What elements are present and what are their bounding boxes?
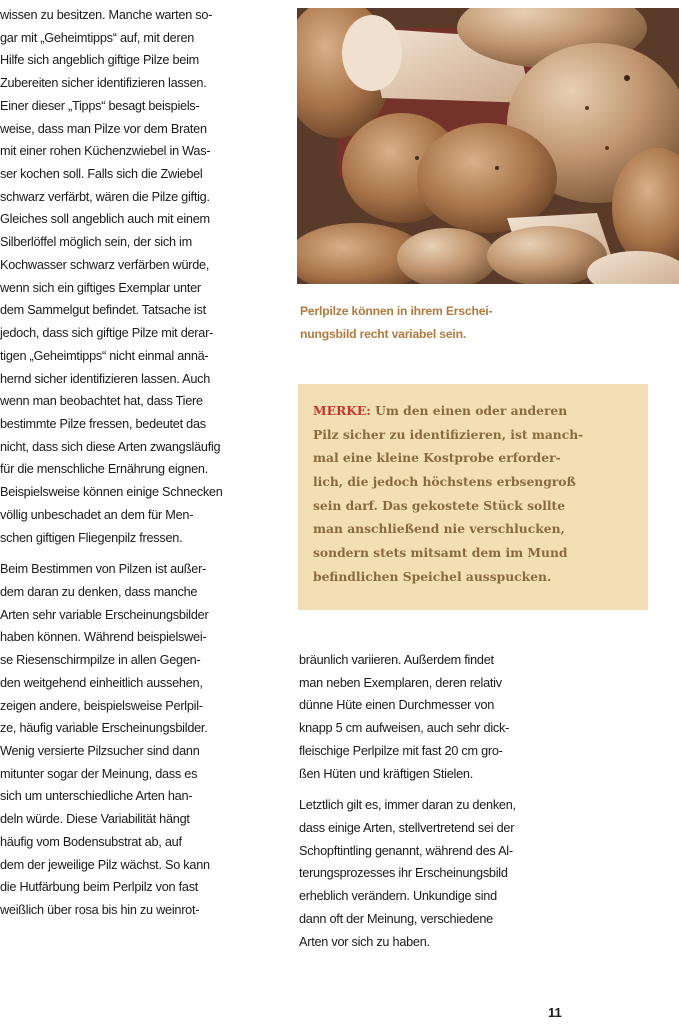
text-line: für die menschliche Ernährung eignen. (0, 462, 208, 477)
text-line: Zubereiten sicher identifizieren lassen. (0, 76, 207, 91)
merke-line (313, 399, 638, 423)
text-line: Einer dieser „Tipps“ besagt beispiels- (0, 98, 200, 113)
merke-line: sein darf. Das gekostete Stück sollte (313, 497, 566, 513)
text-line: bräunlich variieren. Außerdem findet (299, 653, 494, 667)
merke-line: sondern stets mitsamt dem im Mund (313, 545, 568, 561)
text-line: häufig vom Bodensubstrat ab, auf (0, 834, 182, 849)
photo-caption (300, 300, 640, 345)
merke-box (298, 384, 648, 610)
merke-line: man anschließend nie verschlucken, (313, 521, 565, 537)
mushrooms-illustration (297, 8, 679, 284)
text-line: ser kochen soll. Falls sich die Zwiebel (0, 167, 203, 182)
paragraph (299, 649, 644, 785)
text-line: Beim Bestimmen von Pilzen ist außer- (0, 562, 207, 577)
text-line: knapp 5 cm aufweisen, auch sehr dick- (299, 721, 510, 736)
text-line: tigen „Geheimtipps“ nicht einmal annä- (0, 348, 209, 363)
text-line: wenn sich ein giftiges Exemplar unter (0, 280, 201, 295)
merke-text (313, 399, 638, 589)
text-line: völlig unbeschadet an dem für Men- (0, 507, 194, 522)
text-line: fleischige Perlpilze mit fast 20 cm gro- (299, 743, 503, 758)
merke-line: befindlichen Speichel ausspucken. (313, 568, 552, 584)
left-column (0, 4, 272, 931)
text-line: Kochwasser schwarz verfärben würde, (0, 257, 210, 272)
text-line: se Riesenschirmpilze in allen Gegen- (0, 653, 201, 668)
text-line: dünne Hüte einen Durchmesser von (299, 698, 495, 713)
text-line: gar mit „Geheimtipps“ auf, mit deren (0, 30, 195, 45)
text-line: schwarz verfärbt, wären die Pilze giftig. (0, 189, 210, 204)
text-line: dem daran zu denken, dass manche (0, 584, 198, 599)
mushrooms-photo (297, 8, 679, 284)
text-line: dem der jeweilige Pilz wächst. So kann (0, 857, 210, 872)
text-line: dass einige Arten, stellvertretend sei der (299, 821, 515, 836)
text-line: mit einer rohen Küchenzwiebel in Was- (0, 144, 211, 159)
text-line: deln würde. Diese Variabilität hängt (0, 812, 190, 827)
merke-line: lich, die jedoch höchstens erbsengroß (313, 474, 576, 490)
text-line: Letztlich gilt es, immer daran zu denken, (299, 798, 516, 813)
text-line: Schopftintling genannt, während des Al- (299, 843, 513, 858)
text-line: Gleiches soll angeblich auch mit einem (0, 212, 210, 227)
text-line: Wenig versierte Pilzsucher sind dann (0, 744, 200, 758)
text-line: dann oft der Meinung, verschiedene (299, 911, 493, 926)
merke-line: Pilz sicher zu identifizieren, ist manch- (313, 426, 584, 442)
text-line: den weitgehend einheitlich aussehen, (0, 675, 203, 690)
text-line: weißlich über rosa bis hin zu weinrot- (0, 903, 200, 918)
text-line: haben können. Während beispielswei- (0, 630, 207, 645)
text-line: terungsprozesses ihr Erscheinungsbild (299, 866, 508, 881)
text-line: hernd sicher identifizieren lassen. Auch (0, 371, 211, 386)
merke-label: MERKE: (313, 403, 371, 418)
text-line: ßen Hüten und kräftigen Stielen. (299, 766, 473, 781)
text-line: nicht, dass sich diese Arten zwangsläufig (0, 439, 221, 454)
paragraph (0, 558, 272, 922)
text-line: bestimmte Pilze fressen, bedeutet das (0, 416, 206, 431)
text-line: jedoch, dass sich giftige Pilze mit derar- (0, 326, 214, 341)
text-line: wissen zu besitzen. Manche warten so- (0, 8, 213, 22)
caption-line: Perlpilze können in ihrem Erschei- (300, 304, 493, 318)
text-line: erheblich verändern. Unkundige sind (299, 889, 497, 904)
right-column (299, 649, 644, 962)
caption-line: nungsbild recht variabel sein. (300, 326, 467, 341)
merke-line-text: Um den einen oder anderen (370, 403, 568, 418)
text-line: dem Sammelgut befindet. Tatsache ist (0, 303, 206, 318)
text-line: mitunter sogar der Meinung, dass es (0, 766, 198, 781)
text-line: weise, dass man Pilze vor dem Braten (0, 121, 207, 136)
text-line: Beispielsweise können einige Schnecken (0, 485, 223, 500)
text-line: Arten sehr variable Erscheinungsbilder (0, 607, 209, 622)
paragraph (0, 4, 272, 549)
page-number: 11 (548, 1005, 562, 1020)
text-line: Silberlöffel möglich sein, der sich im (0, 235, 192, 250)
merke-line: mal eine kleine Kostprobe erforder- (313, 450, 561, 466)
text-line: schen giftigen Fliegenpilz fressen. (0, 530, 183, 545)
text-line: zeigen andere, beispielsweise Perlpil- (0, 698, 203, 713)
text-line: sich um unterschiedliche Arten han- (0, 789, 193, 804)
text-line: ze, häufig variable Erscheinungsbilder. (0, 721, 208, 736)
paragraph (299, 794, 644, 953)
text-line: Hilfe sich angeblich giftige Pilze beim (0, 53, 199, 68)
text-line: Arten vor sich zu haben. (299, 934, 430, 949)
text-line: wenn man beobachtet hat, dass Tiere (0, 394, 203, 409)
text-line: man neben Exemplaren, deren relativ (299, 675, 502, 690)
text-line: die Hutfärbung beim Perlpilz von fast (0, 880, 199, 895)
